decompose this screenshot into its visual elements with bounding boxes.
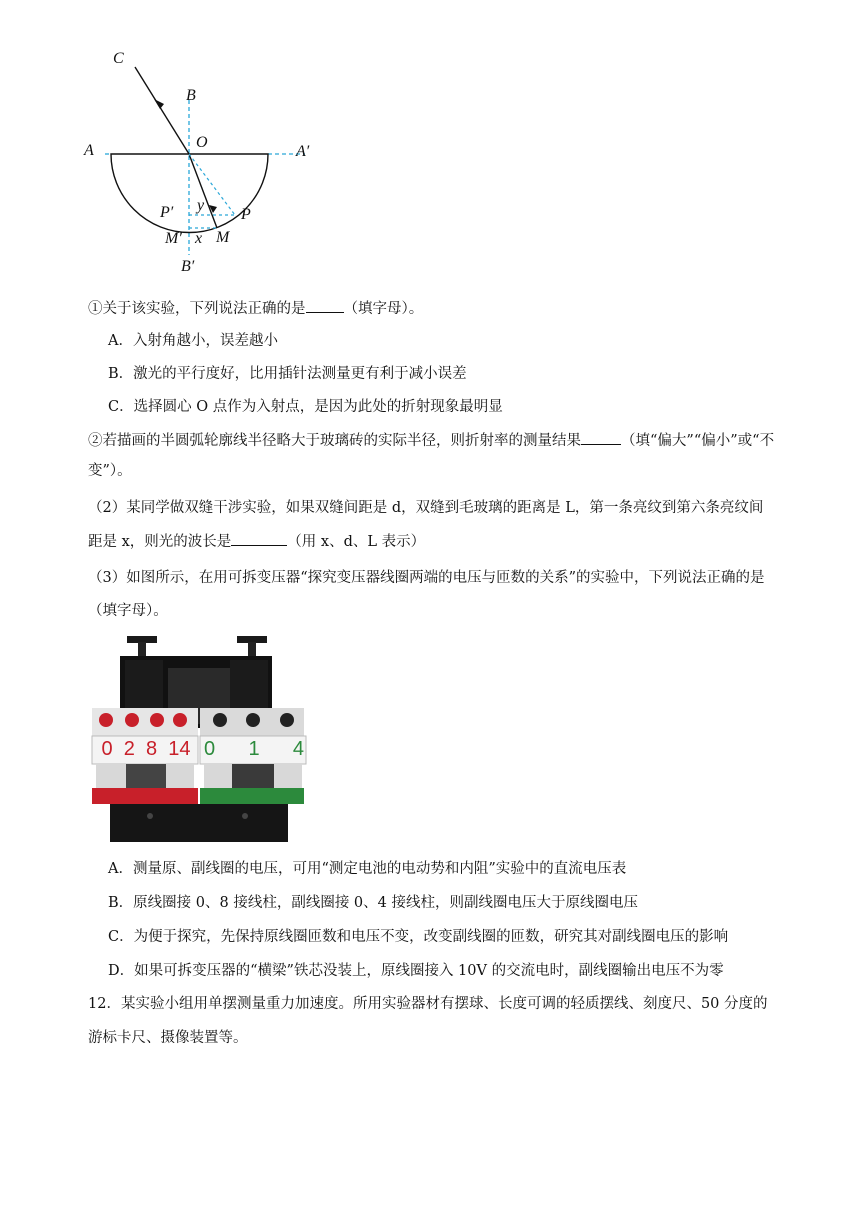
answer-blank: [306, 298, 344, 313]
q1-part2: ②若描画的半圆弧轮廓线半径略大于玻璃砖的实际半径，则折射率的测量结果 （填“偏大”“偏小”或“不: [88, 430, 774, 451]
answer-blank: [581, 430, 621, 445]
q3-option-b: B．原线圈接 0、8 接线柱，副线圈接 0、4 接线柱，则副线圈电压大于原线圈电压: [108, 895, 638, 911]
label-B: B: [186, 87, 196, 104]
terminal-labels-secondary: [204, 738, 304, 761]
label-B-prime: B′: [181, 258, 195, 275]
terminal-label: 1: [248, 738, 260, 760]
label-x: x: [195, 230, 203, 247]
terminal-label: 14: [168, 738, 191, 760]
terminal-label: 0: [204, 738, 216, 760]
label-A: A: [84, 142, 94, 159]
q1-option-b: B．激光的平行度好，比用插针法测量更有利于减小误差: [108, 366, 467, 382]
q12-line1: 12．某实验小组用单摆测量重力加速度。所用实验器材有摆球、长度可调的轻质摆线、刻度尺、50 分度的: [88, 996, 768, 1012]
transformer-photo: [90, 628, 312, 843]
label-C: C: [113, 50, 124, 67]
terminal-label: 8: [145, 738, 158, 760]
q1-part2-cont: 变”）。: [88, 463, 132, 479]
q3-line1: （3）如图所示，在用可拆变压器“探究变压器线圈两端的电压与匝数的关系”的实验中，下列说法正确的是: [88, 570, 765, 586]
label-M: M: [216, 229, 230, 246]
q3-option-c: C．为便于探究，先保持原线圈匝数和电压不变，改变副线圈的匝数，研究其对副线圈电压的影响: [108, 929, 729, 945]
terminal-labels-primary: [96, 738, 196, 761]
q12-line2: 游标卡尺、摄像装置等。: [88, 1030, 248, 1046]
answer-blank: [231, 531, 287, 546]
refraction-diagram: [80, 45, 340, 280]
terminal-label: 4: [292, 738, 304, 760]
terminal-label: 0: [101, 738, 113, 760]
q2-line2: 距是 x，则光的波长是 （用 x、d、L 表示）: [88, 531, 425, 552]
label-O: O: [196, 134, 208, 151]
q1-option-a: A．入射角越小，误差越小: [108, 333, 278, 349]
q3-line2: （填字母）。: [88, 603, 168, 619]
terminal-label: 2: [123, 738, 135, 760]
q1-option-c: C．选择圆心 O 点作为入射点，是因为此处的折射现象最明显: [108, 399, 503, 415]
label-P-prime: P′: [160, 204, 174, 221]
label-A-prime: A′: [296, 143, 310, 160]
q3-option-d: D．如果可拆变压器的“横梁”铁芯没装上，原线圈接入 10V 的交流电时，副线圈输出电压不为零: [108, 963, 724, 979]
q2-line1: （2）某同学做双缝干涉实验，如果双缝间距是 d，双缝到毛玻璃的距离是 L，第一条亮纹到第六条亮纹间: [88, 500, 764, 516]
q3-option-a: A．测量原、副线圈的电压，可用“测定电池的电动势和内阻”实验中的直流电压表: [108, 861, 627, 877]
label-M-prime: M′: [165, 230, 182, 247]
q1-part1: ①关于该实验，下列说法正确的是 （填字母）。: [88, 298, 423, 319]
label-y: y: [197, 197, 205, 214]
label-P: P: [241, 206, 251, 223]
